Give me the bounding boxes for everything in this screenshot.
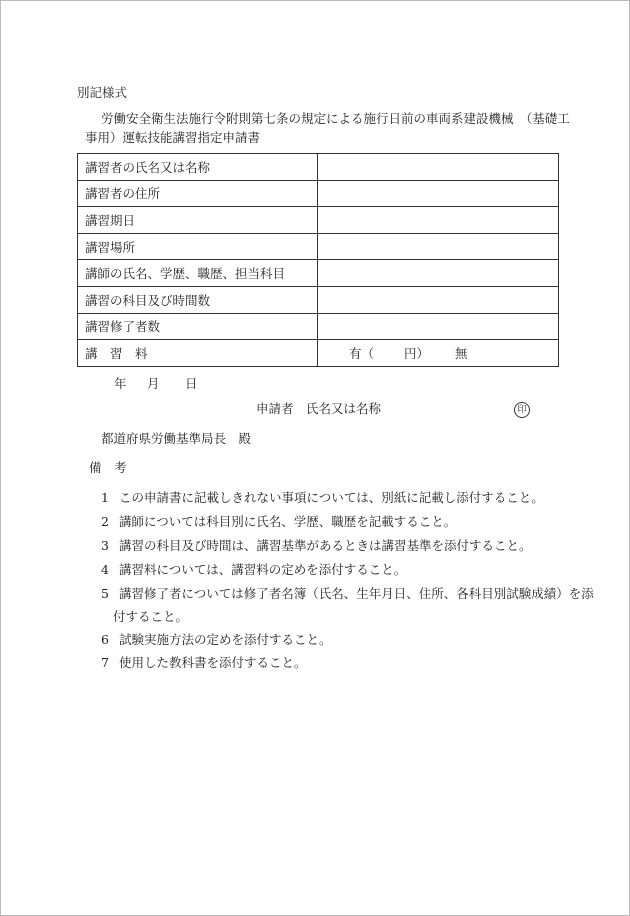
row-value[interactable] xyxy=(318,154,559,181)
row-label: 講習者の氏名又は名称 xyxy=(78,154,318,181)
fee-cell[interactable] xyxy=(318,340,559,367)
note-item: 5 講習修了者については修了者名簿（氏名、生年月日、住所、各科目別試験成績）を添 xyxy=(101,586,594,601)
row-label: 講習修了者数 xyxy=(78,313,318,340)
row-value[interactable] xyxy=(318,286,559,313)
seal-mark: 印 xyxy=(514,402,530,418)
fee-yen: 円） xyxy=(404,345,430,361)
title-line-2: 事用）運転技能講習指定申請書 xyxy=(85,130,261,145)
note-item: 2 講師については科目別に氏名、学歴、職歴を記載すること。 xyxy=(101,514,457,529)
row-label: 講師の氏名、学歴、職歴、担当科目 xyxy=(78,260,318,287)
row-label: 講 習 料 xyxy=(78,340,318,367)
table-row xyxy=(78,207,559,234)
row-value[interactable] xyxy=(318,233,559,260)
row-label: 講習期日 xyxy=(78,207,318,234)
row-value[interactable] xyxy=(318,207,559,234)
row-label: 講習場所 xyxy=(78,233,318,260)
note-item: 6 試験実施方法の定めを添付すること。 xyxy=(101,632,332,647)
date-year: 年 xyxy=(114,376,127,391)
table-row xyxy=(78,180,559,207)
table-row xyxy=(78,313,559,340)
row-value[interactable] xyxy=(318,180,559,207)
row-label: 講習の科目及び時間数 xyxy=(78,286,318,313)
table-row xyxy=(78,154,559,181)
table-row xyxy=(78,340,559,367)
row-label: 講習者の住所 xyxy=(78,180,318,207)
table-row xyxy=(78,233,559,260)
note-item: 7 使用した教科書を添付すること。 xyxy=(101,655,307,670)
remarks-heading: 備 考 xyxy=(89,460,127,475)
table-row xyxy=(78,286,559,313)
date-day: 日 xyxy=(185,376,198,391)
note-item-continuation: 付すること。 xyxy=(113,609,189,624)
table-row xyxy=(78,260,559,287)
row-value[interactable] xyxy=(318,313,559,340)
application-table xyxy=(77,153,559,367)
addressee: 都道府県労働基準局長 殿 xyxy=(101,431,252,446)
note-item: 1 この申請書に記載しきれない事項については、別紙に記載し添付すること。 xyxy=(101,490,544,505)
note-item: 3 講習の科目及び時間は、講習基準があるときは講習基準を添付すること。 xyxy=(101,538,532,553)
date-month: 月 xyxy=(147,376,160,391)
row-value[interactable] xyxy=(318,260,559,287)
form-label: 別記様式 xyxy=(77,85,128,100)
note-item: 4 講習料については、講習料の定めを添付すること。 xyxy=(101,562,407,577)
title-line-1: 労働安全衛生法施行令附則第七条の規定による施行日前の車両系建設機械 （基礎工 xyxy=(101,111,570,126)
applicant-label: 申請者 氏名又は名称 xyxy=(256,401,382,416)
fee-no: 無 xyxy=(455,345,468,361)
fee-yes: 有（ xyxy=(349,345,375,361)
